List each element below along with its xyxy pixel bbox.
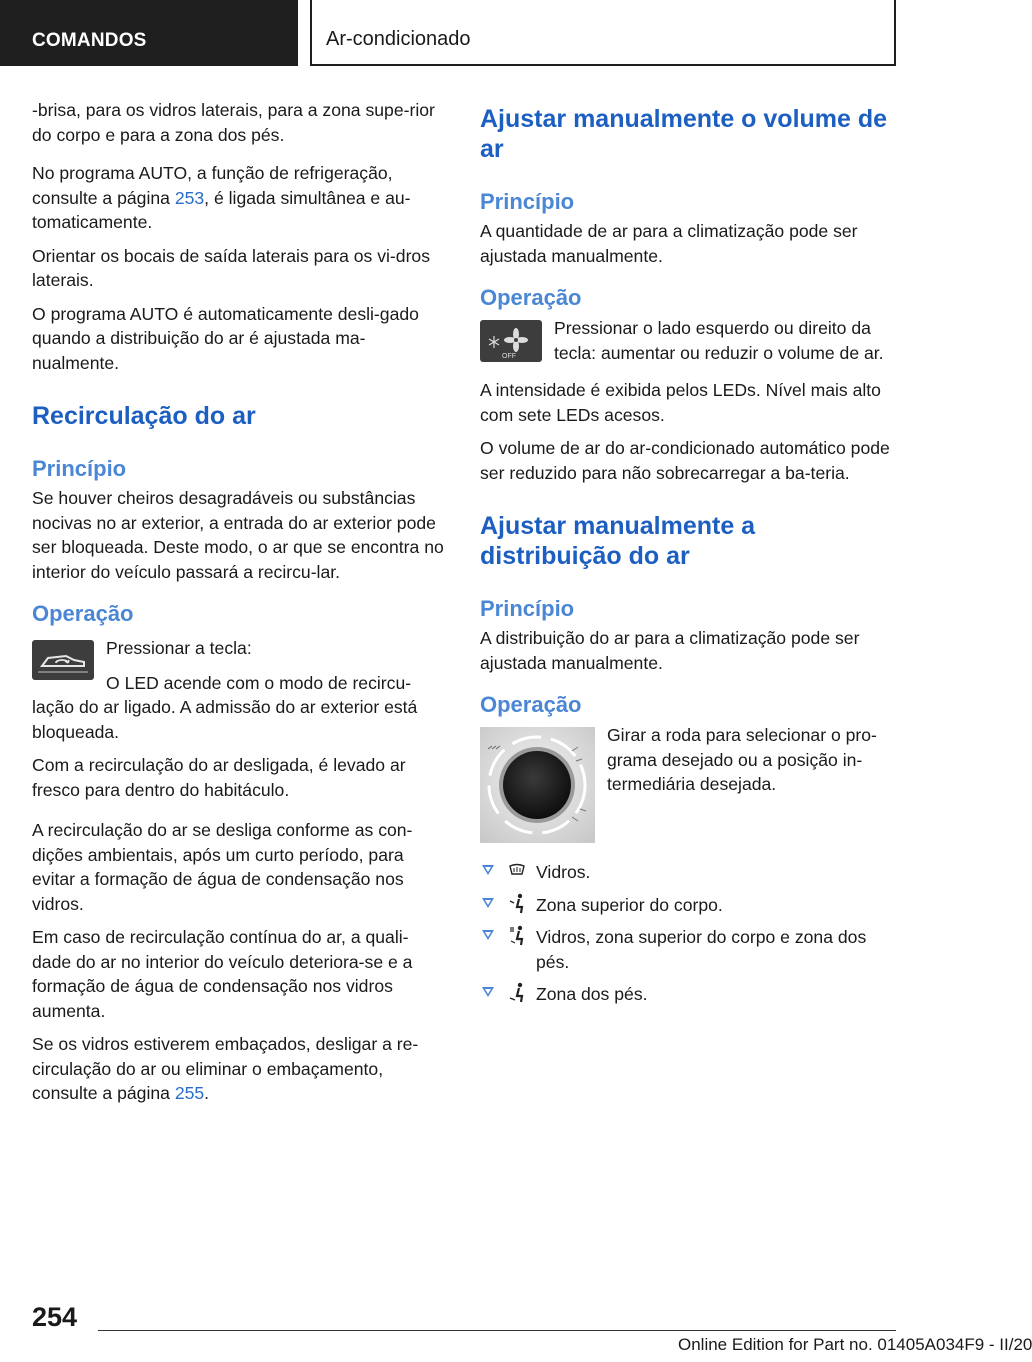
- paragraph: Em caso de recirculação contínua do ar, a quali-dade do ar no interior do veículo deteriora-se e a formação de água de condensação nos vidros aumenta.: [32, 927, 413, 1021]
- section-heading: Recirculação do ar: [32, 402, 256, 430]
- page-number: 254: [32, 1302, 78, 1332]
- list-item: [480, 893, 898, 918]
- subheading: Operação: [32, 601, 134, 626]
- section-heading: Ajustar manualmente a distribuição do ar: [480, 512, 756, 570]
- paragraph: Se houver cheiros desagradáveis ou substâncias nocivas no ar exterior, a entrada do ar exterior pode ser bloqueada. Deste modo, o ar que se encontra no interior do veículo passará a recircu-lar.: [32, 488, 444, 582]
- paragraph: Pressionar a tecla:: [106, 638, 252, 658]
- svg-text:OFF: OFF: [502, 353, 516, 360]
- bullet-triangle-icon: [482, 898, 494, 908]
- subheading: Princípio: [480, 189, 575, 214]
- paragraph: [32, 1032, 444, 1106]
- list-item: [480, 860, 898, 885]
- page-link[interactable]: 255: [174, 1083, 205, 1103]
- operation-block: [480, 723, 898, 850]
- bullet-text: Vidros, zona superior do corpo e zona dos pés.: [536, 927, 867, 972]
- body-feet-icon: [508, 925, 526, 947]
- paragraph: O volume de ar do ar-condicionado automático pode ser reduzido para não sobrecarregar a ba-teria.: [480, 438, 890, 483]
- bullet-text: Zona superior do corpo.: [536, 894, 723, 915]
- upper-body-icon: [508, 893, 526, 915]
- list-item: [480, 982, 898, 1007]
- operation-block: [32, 636, 444, 753]
- windscreen-icon: [508, 860, 526, 882]
- bullet-text: Vidros.: [536, 862, 591, 882]
- paragraph: -brisa, para os vidros laterais, para a zona supe-rior do corpo e para a zona dos pés.: [32, 100, 435, 145]
- page-header: [0, 0, 960, 66]
- paragraph: [32, 161, 444, 235]
- paragraph: O LED acende com o modo de recircu-lação do ar ligado. A admissão do ar exterior está bloqueada.: [32, 672, 418, 742]
- text: No programa AUTO, a função de refrigeração, consulte a página: [32, 163, 393, 208]
- bullet-triangle-icon: [482, 987, 494, 997]
- paragraph: A recirculação do ar se desliga conforme as con-dições ambientais, após um curto período, para evitar a formação de água de condensação nos vidros.: [32, 820, 413, 914]
- subheading: Princípio: [32, 456, 127, 481]
- subheading: Princípio: [480, 596, 575, 621]
- bullet-text: Zona dos pés.: [536, 984, 648, 1004]
- fan-button-icon: [480, 320, 542, 367]
- paragraph: Pressionar o lado esquerdo ou direito da tecla: aumentar ou reduzir o volume de ar.: [554, 318, 884, 363]
- page-link[interactable]: 253: [174, 187, 205, 208]
- bullet-triangle-icon: [482, 930, 494, 940]
- list-item: [480, 925, 898, 974]
- paragraph: A quantidade de ar para a climatização pode ser ajustada manualmente.: [480, 221, 858, 266]
- paragraph: O programa AUTO é automaticamente desli-gado quando a distribuição do ar é ajustada ma-nualmente.: [32, 303, 419, 373]
- text: Se os vidros estiverem embaçados, desligar a re-circulação do ar ou eliminar o embaçamento, consulte a página: [32, 1034, 419, 1103]
- feet-icon: [508, 982, 526, 1004]
- paragraph: Orientar os bocais de saída laterais para os vi-dros laterais.: [32, 245, 431, 290]
- subheading: Operação: [480, 692, 582, 717]
- footer-divider: [98, 1330, 896, 1331]
- air-distribution-wheel-icon: [480, 727, 595, 848]
- recirculation-button-icon: [32, 640, 94, 685]
- distribution-options-list: [480, 860, 898, 1007]
- section-title: COMANDOS: [0, 0, 298, 66]
- subheading: Operação: [480, 285, 582, 310]
- text: .: [204, 1083, 210, 1103]
- paragraph: Com a recirculação do ar desligada, é levado ar fresco para dentro do habitáculo.: [32, 755, 406, 800]
- right-column: [480, 98, 898, 1015]
- edition-note: Online Edition for Part no. 01405A034F9 - II/20: [678, 1335, 1032, 1354]
- chapter-title: Ar-condicionado: [310, 0, 896, 66]
- paragraph: A distribuição do ar para a climatização pode ser ajustada manualmente.: [480, 628, 860, 673]
- paragraph: A intensidade é exibida pelos LEDs. Nível mais alto com sete LEDs acesos.: [480, 380, 881, 425]
- left-column: [32, 98, 444, 1115]
- text: , é ligada simultânea e au-tomaticamente.: [32, 187, 411, 232]
- section-heading: Ajustar manualmente o volume de ar: [480, 105, 888, 163]
- paragraph: Girar a roda para selecionar o pro-grama desejado ou a posição in-termediária desejada.: [607, 725, 877, 794]
- operation-block: [480, 316, 898, 374]
- bullet-triangle-icon: [482, 865, 494, 875]
